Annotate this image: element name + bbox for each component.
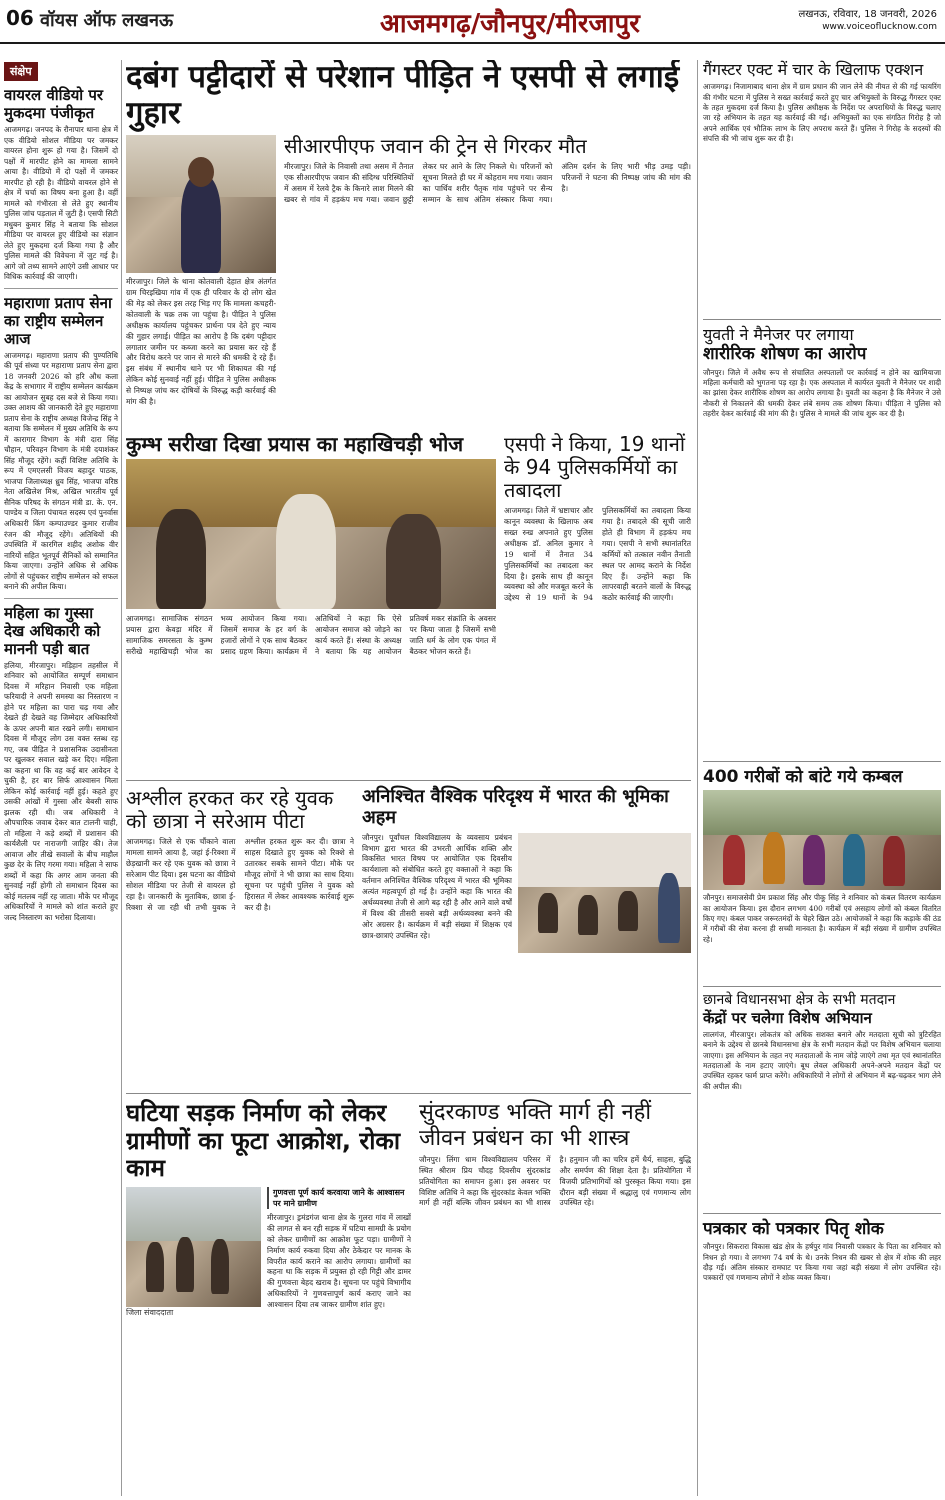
lead-photo (126, 135, 276, 273)
paper-name: वॉयस ऑफ लखनऊ (40, 10, 174, 31)
bhoj-body: आजमगढ़। सामाजिक संगठन प्रयास द्वारा केवड़ा मंदिर में सामाजिक समरसता के कुम्भ सरीखे महाखिचड़ी भोज का भव्य आयोजन किया गया। जिसमें समाज के हर वर्ग के हजारों लोगों ने एक साथ बैठकर प्रसाद ग्रहण किया। कार्यक्रम में अतिथियों ने कहा कि ऐसे आयोजन समाज को जोड़ने का कार्य करते हैं। संस्था के अध्यक्ष ने बताया कि यह आयोजन प्रतिवर्ष मकर संक्रांति के अवसर पर किया जाता है जिसमें सभी जाति धर्म के लोग एक पंगत में बैठकर भोजन करते हैं। (126, 614, 496, 656)
divider (4, 598, 118, 599)
lead-headline: दबंग पट्टीदारों से परेशान पीड़ित ने एसपी से लगाई गुहार (126, 60, 680, 131)
brief-column (4, 60, 122, 1496)
masthead (0, 0, 945, 44)
transfer-headline: एसपी ने किया, 19 थानों के 94 पुलिसकर्मियों का तबादला (504, 432, 686, 503)
yuvak-headline: अश्लील हरकत कर रहे युवक को छात्रा ने सरेआम पीटा (126, 786, 334, 834)
right-column (697, 60, 941, 1496)
brief-label: संक्षेप (4, 62, 38, 81)
yuvak-body: आजमगढ़। जिले से एक चौंकाने वाला मामला सामने आया है, जहां ई-रिक्शा में छेड़खानी कर रहे एक युवक को छात्रा ने सरेआम पीट दिया। इस घटना का वीडियो सोशल मीडिया पर तेजी से वायरल हो रहा है। जानकारी के मुताबिक, छात्रा ई-रिक्शा से जा रही थी तभी युवक ने अश्लील हरकत शुरू कर दी। छात्रा ने साहस दिखाते हुए युवक को रिक्शे से उतारकर सबके सामने पीटा। मौके पर मौजूद लोगों ने भी छात्रा का साथ दिया। सूचना पर पहुंची पुलिस ने युवक को हिरासत में लेकर आवश्यक कार्रवाई शुरू कर दी है। (126, 837, 354, 912)
sadak-pullquote: गुणवत्ता पूर्ण कार्य करवाया जाने के आश्वासन पर माने ग्रामीण (267, 1187, 411, 1209)
issue-date: लखनऊ, रविवार, 18 जनवरी, 2026 (798, 9, 937, 20)
website-link[interactable]: www.voiceoflucknow.com (822, 22, 937, 32)
brief-body: आजमगढ़। महाराणा प्रताप की पुण्यतिथि की पूर्व संध्या पर महाराणा प्रताप सेना द्वारा 18 जनवरी 2026 को हरि औध कला केंद्र के सभागार में राष्ट्रीय सम्मेलन कार्यक्रम का आयोजन सुबह दस बजे से किया गया। उक्त आशय की जानकारी देते हुए महाराणा प्रताप सेना के राष्ट्रीय अध्यक्ष विजेन्द्र सिंह ने बताया कि सम्मेलन में मुख्य अतिथि के रूप में कारागार विभाग के मंत्री दारा सिंह चौहान, परिवहन विभाग के मंत्री दयाशंकर सिंह मौजूद रहेंगे। कहीं विशिष्ट अतिथि के रूप में एमएलसी विजय बहादुर पाठक, भाजपा जिलाध्यक्ष ध्रुव सिंह, भाजपा वरिष्ठ नेता अखिलेश मिश्र, अखिल भारतीय पूर्व सैनिक परिषद के संगठन मंत्री डा. के. एन. पाण्डेय व जिला पंचायत सदस्य एवं पुनर्वास अधिकारी किंग कम्पाउण्डर कुमार राजीव रंजन की मौजूद रहेंगे। अतिथियों की उपस्थिति में कारगिल शहीद अशोक वीर नारियों सहित भूतपूर्व सैनिकों को सम्मानित किया जाएगा। उन्होंने अधिक से अधिक लोगों से पहुंचकर राष्ट्रीय सम्मेलन को सफल बनाने की अपील किया। (4, 350, 118, 592)
patrakar-headline: पत्रकार को पत्रकार पितृ शोक (703, 1218, 884, 1239)
sundar-body: जौनपुर। लिंगा धाम विश्वविद्यालय परिसर में स्थित श्रीराम प्रिय चौदह दिवसीय सुंदरकांड प्रतियोगिता का समापन हुआ। इस अवसर पर विशिष्ट अतिथि ने कहा कि सुंदरकांड केवल भक्ति मार्ग ही नहीं बल्कि जीवन प्रबंधन का भी शास्त्र है। हनुमान जी का चरित्र हमें धैर्य, साहस, बुद्धि और समर्पण की शिक्षा देता है। प्रतियोगिता में विजयी प्रतिभागियों को पुरस्कृत किया गया। इस दौरान बड़ी संख्या में श्रद्धालु एवं गणमान्य लोग उपस्थित रहे। (419, 1154, 691, 1208)
sundar-headline-1: सुंदरकाण्ड भक्ति मार्ग ही नहीं (419, 1100, 652, 1126)
transfer-body: आजमगढ़। जिले में भ्रष्टाचार और कानून व्यवस्था के खिलाफ अब सख्त रुख अपनाते हुए पुलिस अधीक्षक डॉ. अनिल कुमार ने 19 थानों में तैनात 34 पुलिसकर्मियों का तबादला कर दिया है। इसके साथ ही कानून व्यवस्था को और मजबूत करने के उद्देश्य से 19 थानों के 94 पुलिसकर्मियों का तबादला किया गया है। तबादले की सूची जारी होते ही विभाग में हड़कंप मच गया। एसपी ने सभी स्थानांतरित कर्मियों को तत्काल नवीन तैनाती स्थल पर आमद कराने के निर्देश दिए हैं। उन्होंने कहा कि लापरवाही बरतने वालों के विरुद्ध कठोर कार्रवाई की जाएगी। (504, 506, 691, 603)
crpf-body: मीरजापुर। जिले के निवासी तथा असम में तैनात एक सीआरपीएफ जवान की संदिग्ध परिस्थितियों में असम में रेलवे ट्रैक के किनारे लाश मिलने की खबर से गांव में हड़कंप मच गया। जवान छुट्टी लेकर घर आने के लिए निकले थे। परिजनों को सूचना मिलते ही घर में कोहराम मच गया। जवान का पार्थिव शरीर पैतृक गांव पहुंचने पर सैन्य सम्मान के साथ अंतिम संस्कार किया गया। अंतिम दर्शन के लिए भारी भीड़ उमड़ पड़ी। परिजनों ने घटना की निष्पक्ष जांच की मांग की है। (284, 162, 691, 204)
yuvati-headline-1: युवती ने मैनेजर पर लगाया (703, 325, 854, 345)
bhoj-photo (126, 459, 496, 609)
chhavni-headline-2: केंद्रों पर चलेगा विशेष अभियान (703, 1008, 872, 1027)
kambal-photo (703, 790, 941, 890)
vaishvik-body: जौनपुर। पूर्वांचल विश्वविद्यालय के व्यवसाय प्रबंधन विभाग द्वारा भारत की उभरती आर्थिक शक्ति और विकसित भारत विषय पर आयोजित एक दिवसीय कार्यशाला को संबोधित करते हुए वक्ताओं ने कहा कि वर्तमान अनिश्चित वैश्विक परिदृश्य में भारत की भूमिका अत्यंत महत्वपूर्ण हो गई है। उन्होंने कहा कि भारत की अर्थव्यवस्था तेजी से आगे बढ़ रही है और आने वाले वर्षों में विश्व की तीसरी सबसे बड़ी अर्थव्यवस्था बनने की ओर अग्रसर है। कार्यक्रम में बड़ी संख्या में शिक्षक एवं छात्र-छात्राएं उपस्थित रहे। (362, 832, 512, 940)
main-column (126, 60, 691, 1496)
patrakar-body: जौनपुर। सिकरारा विकास खंड क्षेत्र के हर्षपुर गांव निवासी पत्रकार के पिता का शनिवार को निधन हो गया। वे लगभग 74 वर्ष के थे। उनके निधन की खबर से क्षेत्र में शोक की लहर दौड़ गई। अंतिम संस्कार रामघाट पर किया गया जहां बड़ी संख्या में लोग उपस्थित रहे। पत्रकारों एवं गणमान्य लोगों ने शोक व्यक्त किया। (703, 1242, 941, 1283)
sadak-caption: जिला संवाददाता (126, 1308, 174, 1318)
lead-body: मीरजापुर। जिले के थाना कोतवाली देहात क्षेत्र अंतर्गत ग्राम चिरइखिया गांव में एक ही परिवार के दो लोग खेत की मेड़ को लेकर इस तरह भिड़ गए कि मामला कचहरी-कोतवाली के चक्र तक जा पहुंचा है। पीड़ित ने पुलिस अधीक्षक कार्यालय पहुंचकर प्रार्थना पत्र देते हुए न्याय की गुहार लगाई। पीड़ित का आरोप है कि दबंग पट्टीदार लगातार जमीन पर कब्जा करने का प्रयास कर रहे हैं और विरोध करने पर जान से मारने की धमकी दे रहे हैं। इस संबंध में स्थानीय थाने पर भी शिकायत की गई लेकिन कोई सुनवाई नहीं हुई। पीड़ित ने पुलिस अधीक्षक से निष्पक्ष जांच कर दोषियों के विरुद्ध कड़ी कार्रवाई की मांग की है। (126, 277, 276, 406)
crpf-headline: सीआरपीएफ जवान की ट्रेन से गिरकर मौत (284, 134, 587, 159)
bhoj-headline: कुम्भ सरीखा दिखा प्रयास का महाखिचड़ी भोज (126, 432, 464, 457)
divider (4, 288, 118, 289)
vaishvik-photo (518, 833, 691, 953)
gangster-body: आजमगढ़। निजामाबाद थाना क्षेत्र में ग्राम प्रधान की जान लेने की नीयत से की गई फायरिंग की गंभीर घटना में पुलिस ने सख्त कार्रवाई करते हुए चार अभियुक्तों के विरुद्ध गैंगस्टर एक्ट के तहत मुकदमा दर्ज किया है। पुलिस अधीक्षक के निर्देश पर अपराधियों के विरुद्ध चलाए जा रहे अभियान के तहत यह कार्रवाई की गई। अभियुक्तों का एक संगठित गिरोह है जो अपने आर्थिक एवं भौतिक लाभ के लिए अपराध करते हैं। पुलिस ने गिरोह के सदस्यों की संपत्ति की भी जांच शुरू कर दी है। (703, 82, 941, 143)
sadak-body: मीरजापुर। ड्रमंडगंज थाना क्षेत्र के गुलरा गांव में लाखों की लागत से बन रही सड़क में घटिया सामग्री के प्रयोग को लेकर ग्रामीणों का आक्रोश फूट पड़ा। ग्रामीणों ने निर्माण कार्य रुकवा दिया और ठेकेदार पर मानक के विपरीत कार्य कराने का आरोप लगाया। ग्रामीणों का कहना था कि सड़क में प्रयुक्त हो रही गिट्टी और डामर की गुणवत्ता बेहद खराब है। सूचना पर पहुंचे विभागीय अधिकारियों ने गुणवत्तापूर्ण कार्य कराए जाने का आश्वासन दिया तब जाकर ग्रामीण शांत हुए। (267, 1213, 411, 1310)
brief-headline: महाराणा प्रताप सेना का राष्ट्रीय सम्मेलन आज (4, 293, 112, 348)
vaishvik-headline: अनिश्चित वैश्विक परिदृश्य में भारत की भूमिका अहम (362, 786, 669, 828)
brief-headline: महिला का गुस्सा देख अधिकारी को माननी पड़ी बात (4, 603, 101, 658)
page-number: 06 (6, 6, 34, 30)
brief-headline: वायरल वीडियो पर मुकदमा पंजीकृत (4, 86, 104, 122)
sadak-photo (126, 1187, 261, 1307)
sundar-headline-2: जीवन प्रबंधन का भी शास्त्र (419, 1125, 630, 1151)
gangster-headline: गैंगस्टर एक्ट में चार के खिलाफ एक्शन (703, 60, 924, 79)
chhavni-headline-1: छानबे विधानसभा क्षेत्र के सभी मतदान (703, 992, 896, 1009)
kambal-body: जौनपुर। समाजसेवी प्रेम प्रकाश सिंह और पीकू सिंह ने शनिवार को कंबल वितरण कार्यक्रम का आयोजन किया। इस दौरान लगभग 400 गरीबों एवं असहाय लोगों को कंबल वितरित किए गए। कंबल पाकर जरूरतमंदों के चेहरे खिल उठे। आयोजकों ने कहा कि कड़ाके की ठंड में गरीबों की सेवा करना ही सच्ची मानवता है। कार्यक्रम में बड़ी संख्या में ग्रामीण उपस्थित रहे। (703, 893, 941, 944)
yuvati-body: जौनपुर। जिले में अवैध रूप से संचालित अस्पतालों पर कार्रवाई न होने का खामियाजा महिला कर्मचारी को भुगतना पड़ रहा है। एक अस्पताल में कार्यरत युवती ने मैनेजर पर शादी का झांसा देकर शारीरिक शोषण का आरोप लगाया है। युवती का कहना है कि मैनेजर ने उसे नौकरी से निकालने की धमकी देकर लंबे समय तक शोषण किया। पीड़िता ने पुलिस को तहरीर देकर कार्रवाई की मांग की है। पुलिस ने मामले की जांच शुरू कर दी है। (703, 367, 941, 419)
kambal-headline: 400 गरीबों को बांटे गये कम्बल (703, 766, 903, 787)
sadak-headline: घटिया सड़क निर्माण को लेकर ग्रामीणों का फूटा आक्रोश, रोका काम (126, 1099, 401, 1183)
chhavni-body: लालगंज, मीरजापुर। लोकतंत्र को अधिक सशक्त बनाने और मतदाता सूची को त्रुटिरहित बनाने के उद्देश्य से छानबे विधानसभा क्षेत्र के सभी मतदान केंद्रों पर विशेष अभियान चलाया जाएगा। इस अभियान के तहत नए मतदाताओं के नाम जोड़े जाएंगे तथा मृत एवं स्थानांतरित मतदाताओं के नाम हटाए जाएंगे। बूथ लेवल अधिकारी अपने-अपने मतदान केंद्रों पर उपस्थित रहकर फार्म प्राप्त करेंगे। अधिकारियों ने लोगों से अभियान में बढ़-चढ़कर भाग लेने की अपील की। (703, 1029, 941, 1091)
brief-body: हलिया, मीरजापुर। मड़िहान तहसील में शनिवार को आयोजित सम्पूर्ण समाधान दिवस में मरिहान निवासी एक महिला फरियादी ने अपनी समस्या का निस्तारण न होने पर महिला का पारा चढ़ गया और देखते ही देखते वह जिम्मेदार अधिकारियों के ऊपर अपनी बात रखने लगी। समाधान दिवस में मौजूद लोग उस वक्त स्तब्ध रह गए, जब पीड़ित ने प्रशासनिक उदासीनता पर खुलकर सवाल खड़े कर दिए। महिला का कहना था कि वह कई बार आवेदन दे चुकी है, हर बार सिर्फ आश्वासन मिला लेकिन कोई कार्रवाई नहीं हुई। कहते हुए उसकी आंखों में गुस्सा और बेबसी साफ झलक रही थी। जब अधिकारी ने औपचारिक जवाब देकर बात टालनी चाही, तो महिला ने कड़े शब्दों में प्रशासन की कार्यशैली पर नाराजगी जाहिर की। तेज आवाज और तीखे सवालों के बीच माहौल कुछ देर के लिए गरमा गया। महिला ने साफ शब्दों में कहा कि अगर आम जनता की सुनवाई नहीं होगी तो समाधान दिवस का कोई मतलब नहीं रह जाता। मौके पर मौजूद अधिकारियों ने मामले को शांत कराते हुए जल्द निस्तारण का भरोसा दिलाया। (4, 660, 118, 922)
yuvati-headline-2: शारीरिक शोषण का आरोप (703, 344, 867, 365)
brief-body: आजमगढ़। जनपद के रौनापार थाना क्षेत्र में एक वीडियो सोशल मीडिया पर जमकर वायरल होना शुरू हो गया है। जिसमें दो पक्षों में मारपीट होने का मामला सामने आया है। वीडियो में दो पक्षों में जमकर मारपीट हो रही है। वीडियो वायरल होने से क्षेत्र में चर्चा का विषय बना हुआ है। वहीं मामले को गंभीरता से लेते हुए स्थानीय पुलिस जांच पड़ताल में जुटी है। एसपी सिटी मधुबन कुमार सिंह ने बताया कि सोशल मीडिया पर वायरल हुए वीडियो का संज्ञान लेते हुए मुकदमा दर्ज किया गया है और पुलिस मामले की विवेचना में जुट गई है। आगे जो तथ्य सामने आएंगे उसी आधार पर विधिक कार्रवाई की जाएगी। (4, 125, 118, 282)
region-title: आजमगढ़/जौनपुर/मीरजापुर (380, 9, 640, 39)
